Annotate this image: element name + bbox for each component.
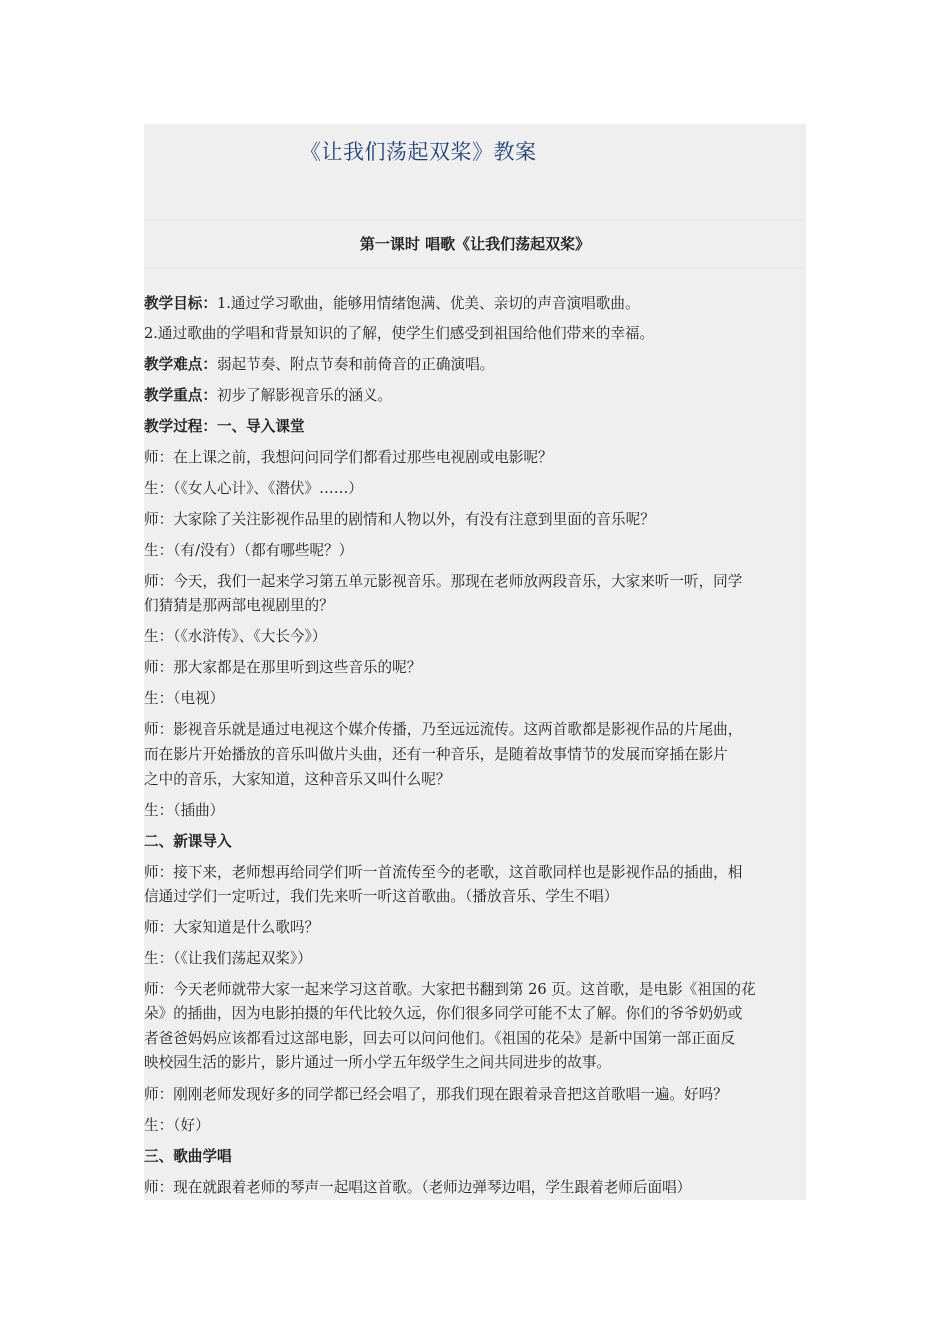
focus-label: 教学重点：	[144, 387, 217, 404]
dialogue-line: 生：（好）	[144, 1117, 210, 1134]
teaching-goal-line	[144, 292, 806, 317]
dialogue-line: 生：（插曲）	[144, 802, 225, 819]
dialogue-line: 信通过学们一定听过，我们先来听一听这首歌曲。（播放音乐、学生不唱）	[144, 888, 619, 905]
dialogue-line: 师：在上课之前，我想问问同学们都看过那些电视剧或电影呢？	[144, 449, 553, 466]
dialogue-line: 生：（有/没有）（都有哪些呢？）	[144, 542, 354, 559]
dialogue-line: 师：影视音乐就是通过电视这个媒介传播，乃至远远流传。这两首歌都是影视作品的片尾曲，	[144, 721, 743, 738]
section-heading: 三、歌曲学唱	[144, 1148, 232, 1165]
divider	[144, 268, 806, 269]
dialogue-line: 之中的音乐，大家知道，这种音乐又叫什么呢？	[144, 771, 451, 788]
section-heading: 二、新课导入	[144, 833, 232, 850]
dialogue-line: 者爸爸妈妈应该都看过这部电影，回去可以问问他们。《祖国的花朵》是新中国第一部正面反	[144, 1030, 736, 1047]
dialogue-line: 师：大家知道是什么歌吗？	[144, 919, 320, 936]
goal-label: 教学目标：	[144, 295, 217, 312]
difficulty-text: 弱起节奏、附点节奏和前倚音的正确演唱。	[216, 356, 495, 373]
dialogue-line: 而在影片开始播放的音乐叫做片头曲，还有一种音乐，是随着故事情节的发展而穿插在影片	[144, 746, 728, 763]
dialogue-line: 师：今天，我们一起来学习第五单元影视音乐。那现在老师放两段音乐，大家来听一听，同学	[144, 573, 743, 590]
goal-text-1: 1.通过学习歌曲，能够用情绪饱满、优美、亲切的声音演唱歌曲。	[216, 295, 640, 312]
dialogue-line: 映校园生活的影片，影片通过一所小学五年级学生之间共同进步的故事。	[144, 1054, 612, 1071]
dialogue-line: 生：（电视）	[144, 690, 225, 707]
dialogue-line: 朵》的插曲，因为电影拍摄的年代比较久远，你们很多同学可能不太了解。你们的爷爷奶奶或	[144, 1005, 743, 1022]
dialogue-line: 生：（《让我们荡起双桨》）	[144, 950, 312, 967]
page-title: 《让我们荡起双桨》教案	[300, 140, 537, 164]
teaching-difficulty-line	[144, 353, 806, 378]
dialogue-line: 师：那大家都是在那里听到这些音乐的呢？	[144, 659, 422, 676]
dialogue-line: 师：接下来，老师想再给同学们听一首流传至今的老歌，这首歌同样也是影视作品的插曲，相	[144, 864, 743, 881]
difficulty-label: 教学难点：	[144, 356, 217, 373]
process-heading: 教学过程：一、导入课堂	[144, 418, 305, 435]
dialogue-line: 们猜猜是那两部电视剧里的？	[144, 597, 334, 614]
goal-text-2: 2.通过歌曲的学唱和背景知识的了解，使学生们感受到祖国给他们带来的幸福。	[144, 325, 655, 342]
teaching-focus-line	[144, 384, 806, 409]
lesson-subtitle: 第一课时 唱歌《让我们荡起双桨》	[359, 235, 591, 253]
focus-text: 初步了解影视音乐的涵义。	[216, 387, 393, 404]
dialogue-line: 生：（《水浒传》、《大长今》）	[144, 628, 327, 645]
dialogue-line: 师：大家除了关注影视作品里的剧情和人物以外，有没有注意到里面的音乐呢？	[144, 511, 655, 528]
dialogue-line: 师：刚刚老师发现好多的同学都已经会唱了，那我们现在跟着录音把这首歌唱一遍。好吗？	[144, 1086, 728, 1103]
dialogue-line: 师：今天老师就带大家一起来学习这首歌。大家把书翻到第 26 页。这首歌，是电影《祖国的花	[144, 981, 756, 998]
dialogue-line: 生：（《女人心计》、《潜伏》……）	[144, 480, 363, 497]
dialogue-line: 师：现在就跟着老师的琴声一起唱这首歌。（老师边弹琴边唱，学生跟着老师后面唱）	[144, 1179, 692, 1196]
divider	[144, 220, 806, 221]
